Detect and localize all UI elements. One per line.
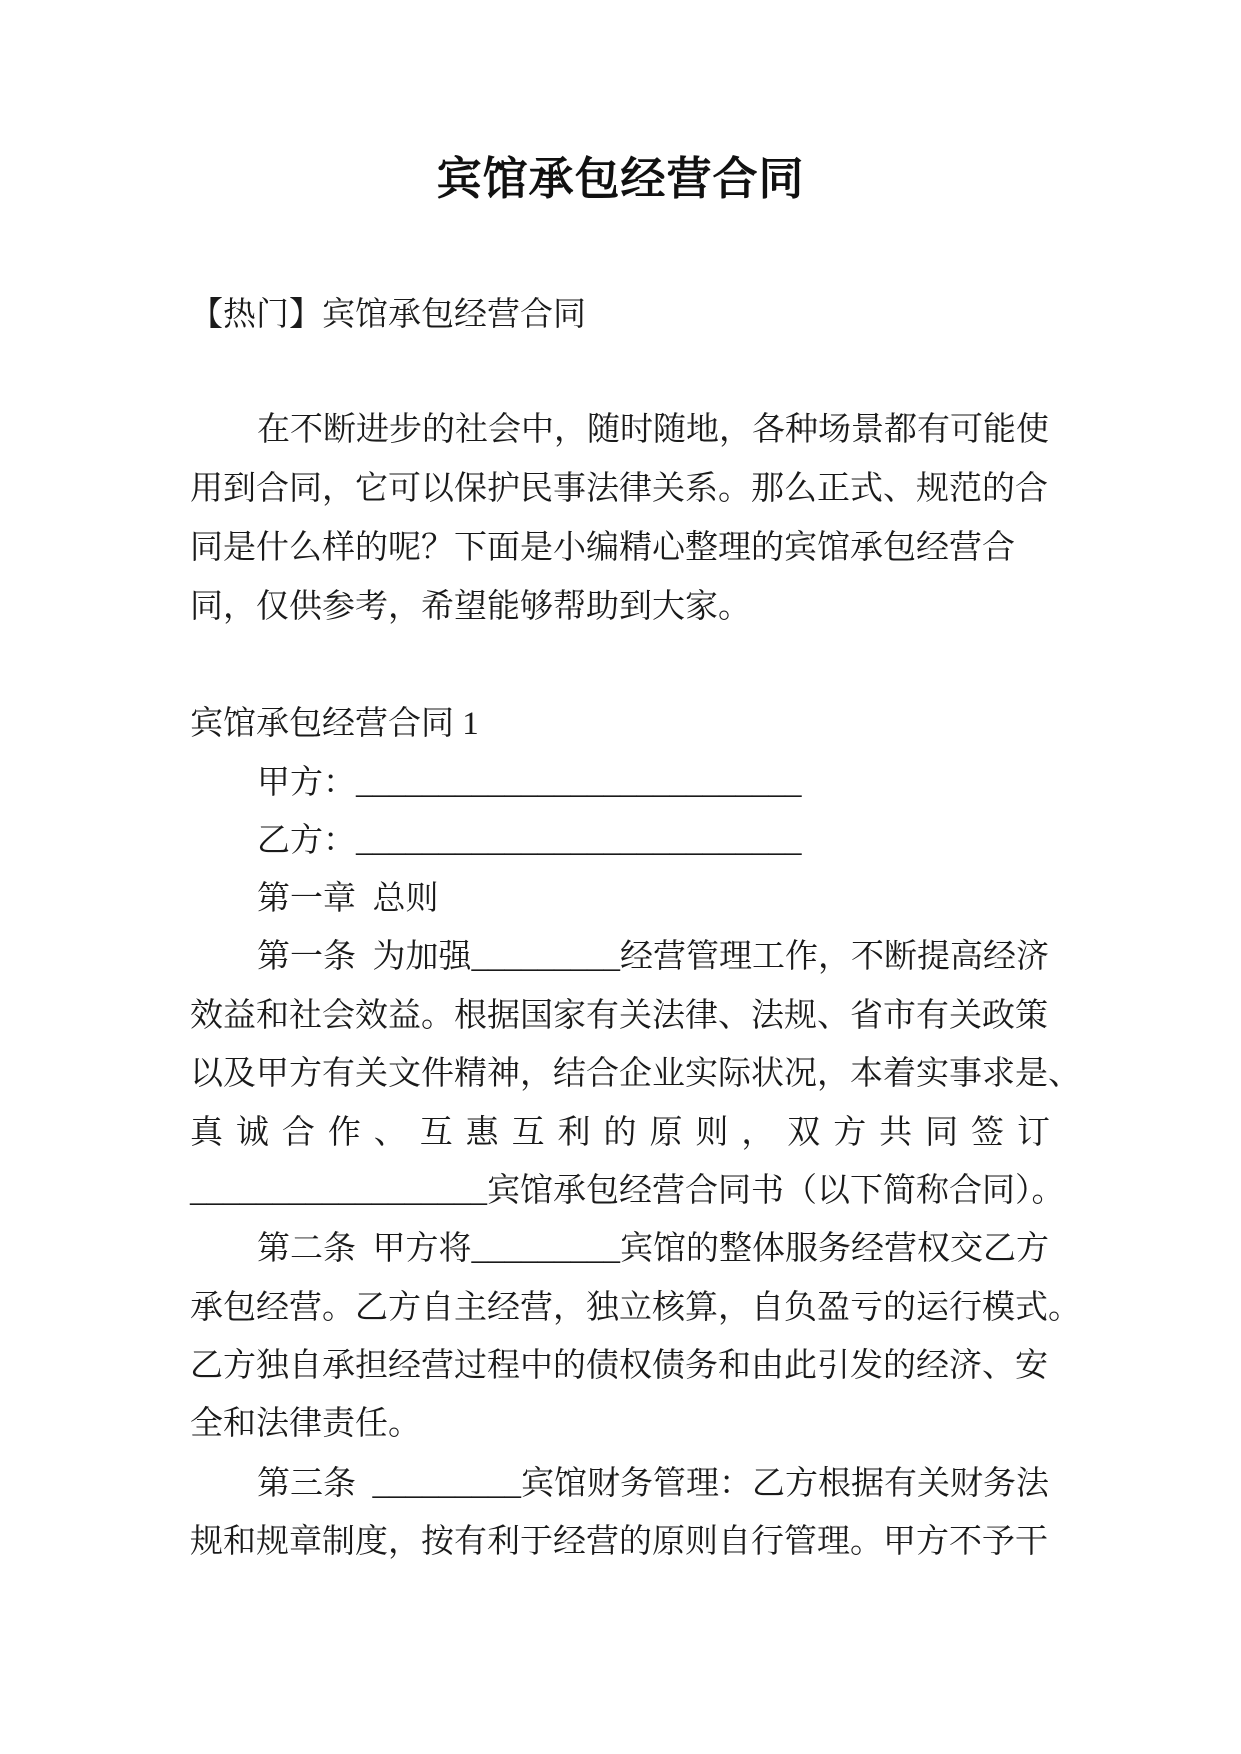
- article-line: 全和法律责任。: [190, 1406, 421, 1442]
- intro-line: 用到合同，它可以保护民事法律关系。那么正式、规范的合: [190, 471, 1048, 507]
- tag-heading: 【热门】宾馆承包经营合同: [190, 297, 586, 333]
- article-line: 承包经营。乙方自主经营，独立核算，自负盈亏的运行模式。: [190, 1290, 1081, 1326]
- document-title: 宾馆承包经营合同: [436, 154, 805, 204]
- party-a-field: 甲方：___________________________: [257, 765, 802, 801]
- article-line: 第一条 为加强_________经营管理工作，不断提高经济: [257, 939, 1049, 975]
- intro-line: 同，仅供参考，希望能够帮助到大家。: [190, 589, 751, 625]
- article-line: 规和规章制度，按有利于经营的原则自行管理。甲方不予干: [190, 1524, 1048, 1560]
- chapter-title: 第一章 总则: [257, 881, 439, 917]
- contract-heading: 宾馆承包经营合同 1: [190, 706, 479, 742]
- article-line: 第三条 _________宾馆财务管理：乙方根据有关财务法: [257, 1466, 1049, 1502]
- article-line: 乙方独自承担经营过程中的债权债务和由此引发的经济、安: [190, 1348, 1048, 1384]
- article-line: 效益和社会效益。根据国家有关法律、法规、省市有关政策: [190, 998, 1048, 1034]
- intro-line: 同是什么样的呢？下面是小编精心整理的宾馆承包经营合: [190, 530, 1015, 566]
- article-line: 真诚合作、互惠互利的原则，双方共同签订: [190, 1115, 1050, 1151]
- party-b-field: 乙方：___________________________: [257, 823, 802, 859]
- article-line: __________________宾馆承包经营合同书（以下简称合同）。: [190, 1173, 1065, 1209]
- article-line: 第二条 甲方将_________宾馆的整体服务经营权交乙方: [257, 1231, 1049, 1267]
- article-line: 以及甲方有关文件精神，结合企业实际状况，本着实事求是、: [190, 1056, 1081, 1092]
- intro-line: 在不断进步的社会中，随时随地，各种场景都有可能使: [257, 412, 1049, 448]
